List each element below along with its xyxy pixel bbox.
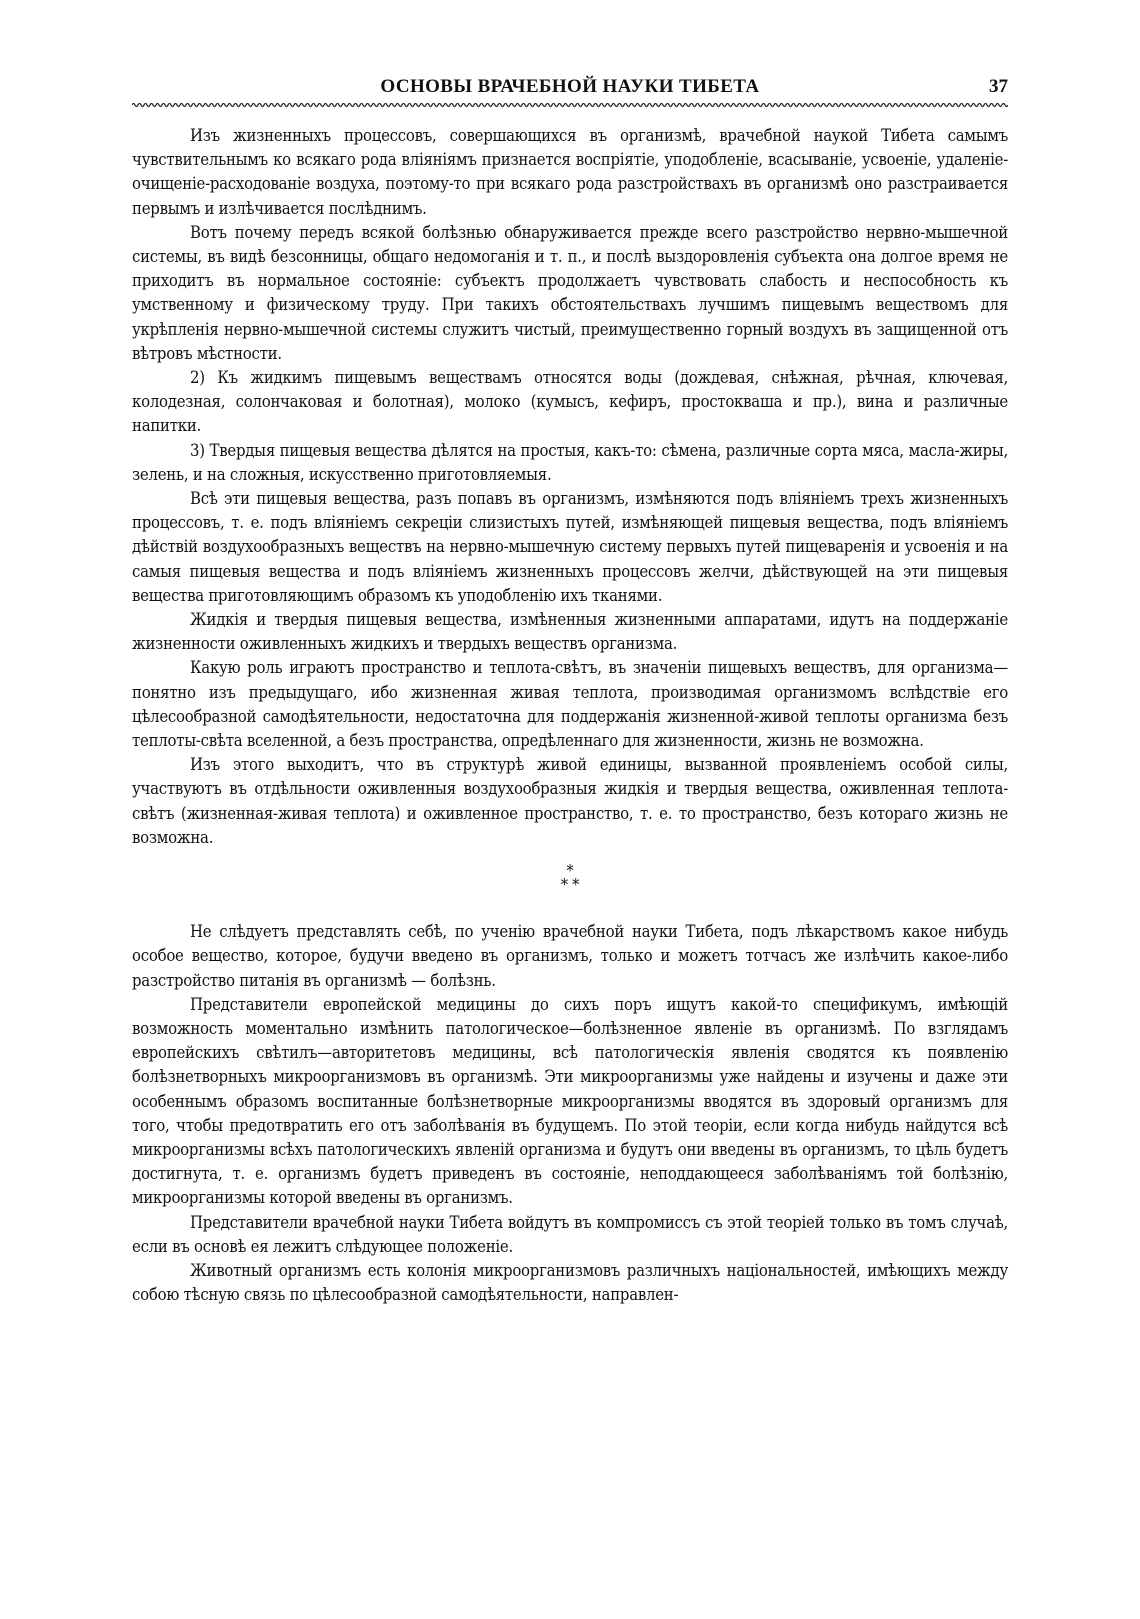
paragraph: Жидкія и твердыя пищевыя вещества, измѣненныя жизненными аппаратами, идутъ на поддержаніе жизненности оживленныхъ жидкихъ и твердыхъ веществъ организма. <box>132 610 1008 654</box>
separator-stars-bottom: * * <box>560 875 580 895</box>
paragraph: 2) Къ жидкимъ пищевымъ веществамъ относятся воды (дождевая, снѣжная, рѣчная, ключевая, колодезная, солончаковая и болотная), молоко (кумысъ, кефиръ, простокваша и пр.), вина и различные напитки. <box>132 368 1008 436</box>
main-text <box>132 124 1008 1307</box>
paragraph: Не слѣдуетъ представлять себѣ, по ученію врачебной науки Тибета, подъ лѣкарствомъ какое нибудь особое вещество, которое, будучи введено въ организмъ, только и можетъ тотчасъ же излѣчить какое-либо разстройство питанія въ организмѣ — болѣзнь. <box>132 922 1008 990</box>
paragraph: Представители врачебной науки Тибета войдутъ въ компромиссъ съ этой теоріей только въ томъ случаѣ, если въ основѣ ея лежитъ слѣдующее положеніе. <box>132 1212 1008 1256</box>
paragraph: Какую роль играютъ пространство и теплота-свѣтъ, въ значеніи пищевыхъ веществъ, для организма—понятно изъ предыдущаго, ибо жизненная живая теплота, производимая организмомъ вслѣдствіе его цѣлесообразной самодѣятельности, недостаточна для поддержанія жизненной-живой теплоты организма безъ теплоты-свѣта вселенной, а безъ пространства, опредѣленнаго для жизненности, жизнь не возможна. <box>132 658 1008 751</box>
paragraph: Животный организмъ есть колонія микроорганизмовъ различныхъ національностей, имѣющихъ между собою тѣсную связь по цѣлесообразной самодѣятельности, направлен- <box>132 1260 1008 1305</box>
paragraph: Изъ этого выходитъ, что въ структурѣ живой единицы, вызванной проявленіемъ особой силы, участвуютъ въ отдѣльности оживленныя воздухообразныя жидкія и твердыя вещества, оживленная теплота-свѣтъ (жизненная-живая теплота) и оживленное пространство, т. е. то пространство, безъ котораго жизнь не возможна. <box>132 755 1008 847</box>
separator-star-top: * <box>566 861 574 881</box>
paragraph: Всѣ эти пищевыя вещества, разъ попавъ въ организмъ, измѣняются подъ вліяніемъ трехъ жизненныхъ процессовъ, т. е. подъ вліяніемъ секреціи слизистыхъ путей, измѣняющей пищевыя вещества, подъ вліяніемъ дѣйствій воздухообразныхъ веществъ на нервно-мышечную систему первыхъ путей пищеваренія и усвоенія и на самыя пищевыя вещества и подъ вліяніемъ жизненныхъ процессовъ желчи, дѣйствующей на эти пищевыя вещества приготовляющимъ образомъ къ уподобленію ихъ тканями. <box>132 489 1008 605</box>
header-wavy-rule <box>132 101 1008 109</box>
paragraph: Представители европейской медицины до сихъ поръ ищутъ какой-то спецификумъ, имѣющій возможность моментально измѣнить патологическое—болѣзненное явленіе въ организмѣ. По взглядамъ европейскихъ свѣтилъ—авторитетовъ медицины, всѣ патологическія явленія сводятся къ появленію болѣзнетворныхъ микроорганизмовъ въ организмѣ. Эти микроорганизмы уже найдены и изучены и даже эти особеннымъ образомъ воспитанные болѣзнетворные микроорганизмы вводятся въ здоровый организмъ для того, чтобы предотвратить его отъ заболѣванія въ будущемъ. По этой теоріи, если когда нибудь найдутся всѣ микроорганизмы всѣхъ патологическихъ явленій организма и будутъ они введены въ организмъ, то цѣль будетъ достигнута, т. е. организмъ будетъ приведенъ въ состояніе, неподдающееся заболѣваніямъ той болѣзнію, микроорганизмы которой введены въ организмъ. <box>132 994 1008 1208</box>
paragraph: 3) Твердыя пищевыя вещества дѣлятся на простыя, какъ-то: сѣмена, различные сорта мяса, масла-жиры, зелень, и на сложныя, искусственно приготовляемыя. <box>132 440 1008 484</box>
running-header <box>132 76 1008 102</box>
paragraph: Вотъ почему передъ всякой болѣзнью обнаруживается прежде всего разстройство нервно-мышечной системы, въ видѣ безсонницы, общаго недомоганія и т. п., и послѣ выздоровленія субъекта она долгое время не приходитъ въ нормальное состояніе: субъектъ продолжаетъ чувствовать слабость и неспособность къ умственному и физическому труду. При такихъ обстоятельствахъ лучшимъ пищевымъ веществомъ для укрѣпленія нервно-мышечной системы служитъ чистый, преимущественно горный воздухъ въ защищенной отъ вѣтровъ мѣстности. <box>132 222 1008 363</box>
page-number: 37 <box>989 76 1008 97</box>
section-separator <box>132 861 1008 895</box>
running-title: ОСНОВЫ ВРАЧЕБНОЙ НАУКИ ТИБЕТА <box>380 76 760 97</box>
paragraph: Изъ жизненныхъ процессовъ, совершающихся въ организмѣ, врачебной наукой Тибета самымъ чувствительнымъ ко всякаго рода вліяніямъ признается воспріятіе, уподобленіе, всасываніе, усвоеніе, удаленіе-очищеніе-расходованіе воздуха, поэтому-то при всякаго рода разстройствахъ въ организмѣ оно разстраивается первымъ и излѣчивается послѣднимъ. <box>132 126 1008 218</box>
